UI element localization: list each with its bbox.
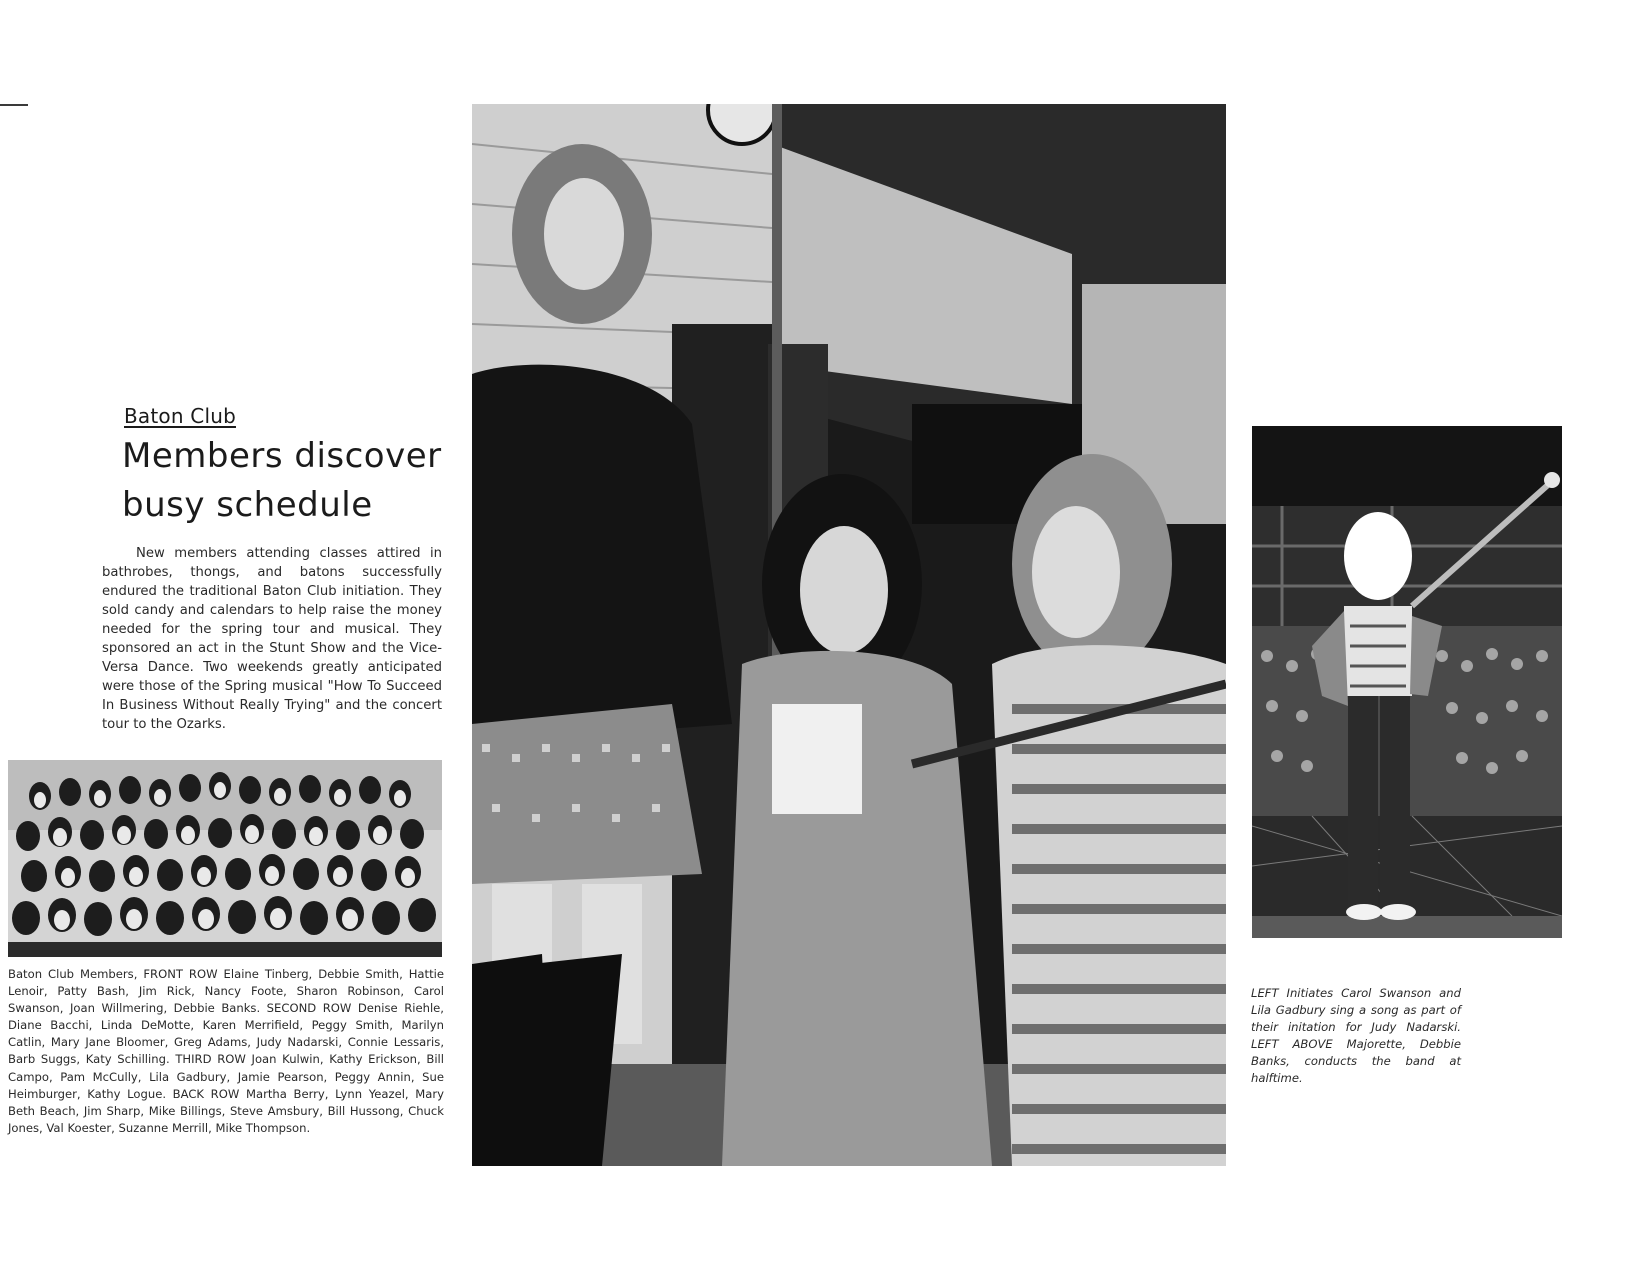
main-photo	[472, 104, 1226, 1166]
top-rule	[0, 104, 28, 106]
section-label: Baton Club	[124, 404, 236, 428]
page-headline	[122, 432, 452, 530]
photo-caption-right: LEFT Initiates Carol Swanson and Lila Gadbury sing a song as part of their initation for Judy Nadarski. LEFT ABOVE Majorette, Debbie Banks, conducts the band at halftime.	[1251, 986, 1461, 1085]
article-body: New members attending classes attired in bathrobes, thongs, and batons successfully endured the traditional Baton Club initiation. They sold candy and calendars to help raise the money needed for the spring tour and musical. They sponsored an act in the Stunt Show and the Vice-Versa Dance. Two weekends greatly anticipated were those of the Spring musical "How To Succeed In Business Without Really Trying" and the concert tour to the Ozarks.	[102, 546, 442, 732]
headline-line-1: Members discover	[122, 436, 442, 476]
group-photo	[8, 760, 442, 957]
group-photo-caption: Baton Club Members, FRONT ROW Elaine Tinberg, Debbie Smith, Hattie Lenoir, Patty Bash, Jim Rick, Nancy Foote, Sharon Robinson, Carol Swanson, Joan Willmering, Debbie Banks. SECOND ROW Denise Riehle, Diane Bacchi, Linda DeMotte, Karen Merrifield, Peggy Smith, Marilyn Catlin, Mary Jane Bloomer, Greg Adams, Judy Nadarski, Connie Lessaris, Barb Suggs, Katy Schilling. THIRD ROW Joan Kulwin, Kathy Erickson, Bill Campo, Pam McCully, Lila Gadbury, Jamie Pearson, Peggy Annin, Sue Heimburger, Kathy Logue. BACK ROW Martha Berry, Lynn Yeazel, Mary Beth Beach, Jim Sharp, Mike Billings, Steve Amsbury, Bill Hussong, Chuck Jones, Val Koester, Suzanne Merrill, Mike Thompson.	[8, 967, 444, 1135]
headline-line-2: busy schedule	[122, 485, 373, 525]
majorette-photo	[1252, 426, 1562, 938]
